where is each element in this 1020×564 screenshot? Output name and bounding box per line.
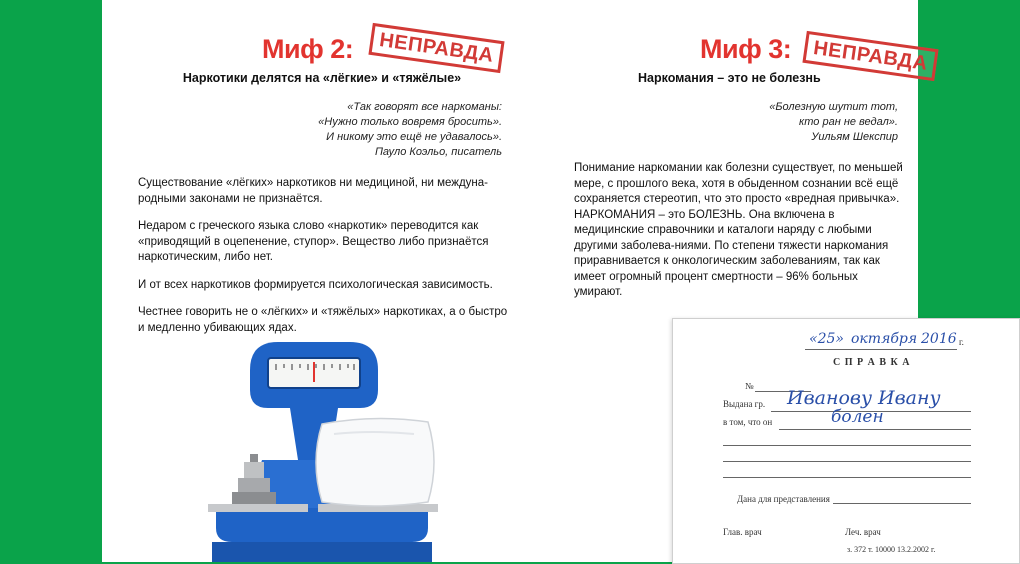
quote-line: «Нужно только вовремя бросить».: [318, 116, 502, 128]
scale-plate-left: [208, 504, 308, 512]
myth-3-section: [522, 0, 964, 562]
scale-base: [216, 508, 428, 542]
cert-blank-line: [723, 477, 971, 478]
cert-blank-line: [723, 461, 971, 462]
scale-foot: [212, 542, 432, 562]
quote-author: Пауло Коэльо, писатель: [374, 146, 502, 158]
paragraph: Честнее говорить не о «лёгких» и «тяжёлых» наркотиках, а о быстро и медленно убивающих ядах.: [138, 306, 508, 334]
myth-2-label: Миф 2:: [262, 34, 354, 64]
cert-number-label: №: [745, 381, 754, 391]
myth-2-subtitle: Наркотики делятся на «лёгкие» и «тяжёлые»: [182, 71, 462, 85]
cert-issued-value: Иванову Ивану: [787, 387, 941, 409]
quote-line: И никому это ещё не удавалось».: [326, 131, 502, 143]
myth-3-body: [574, 161, 906, 313]
quote-author: Уильям Шекспир: [811, 131, 898, 143]
quote-line: «Так говорят все наркоманы:: [347, 101, 502, 113]
myth-2-quote: [262, 100, 502, 160]
myth-3-quote: [698, 100, 898, 145]
myth-2-body: [138, 176, 508, 348]
scale-illustration: [202, 330, 442, 562]
myth-3-label: Миф 3:: [700, 34, 792, 64]
medical-certificate: [672, 318, 1020, 564]
paragraph: Понимание наркомании как болезни существует, по меньшей мере, с прошлого века, хотя в обыденном сознании всё ещё сохраняется стереотип, что это просто «вредная привычка». НАРКОМАНИЯ – это БОЛЕЗНЬ. Она включена в медицинские справочники и каталоги наряду с любыми другими заболева-ниями. По степени тяжести наркомания приравнивается к онкологическим заболеваниям, так как имеет огромный процент смертности – 96% больных умирают.: [574, 162, 903, 298]
cert-that-line: [779, 429, 971, 430]
quote-line: «Болезную шутит тот,: [769, 101, 898, 113]
myth-3-subtitle: Наркомания – это не болезнь: [638, 71, 821, 85]
cert-blank-line: [723, 445, 971, 446]
cert-date-line: [805, 349, 957, 350]
cert-footer-code: з. 372 т. 10000 13.2.2002 г.: [847, 545, 936, 554]
cert-that-value: болен: [831, 407, 884, 427]
quote-line: кто ран не ведал».: [798, 116, 898, 128]
cert-presented-line: [833, 503, 971, 504]
cert-date-day: «25»: [809, 331, 844, 347]
paragraph: Существование «лёгких» наркотиков ни медициной, ни междуна-родными законами не признаётся.: [138, 177, 489, 205]
cert-chief-label: Глав. врач: [723, 527, 762, 537]
myth-2-stamp: НЕПРАВДА: [368, 23, 504, 73]
cert-date-month: октября: [851, 331, 918, 347]
myth-2-section: [102, 0, 522, 562]
cert-presented-label: Дана для представления: [737, 494, 830, 504]
cert-doctor-label: Леч. врач: [845, 527, 881, 537]
paragraph: И от всех наркотиков формируется психологическая зависимость.: [138, 278, 493, 291]
cert-date-year: 2016: [921, 331, 957, 347]
cert-issued-label: Выдана гр.: [723, 399, 766, 409]
cert-that-label: в том, что он: [723, 417, 773, 427]
cert-title: С П Р А В К А: [833, 357, 911, 368]
myth-3-stamp: НЕПРАВДА: [802, 31, 938, 81]
page: [102, 0, 964, 562]
cert-year-suffix: г.: [959, 337, 964, 347]
paragraph: Недаром с греческого языка слово «наркотик» переводится как «приводящий в оцепенение, ступор». Вещество либо признаётся наркотическим, либо нет.: [138, 220, 489, 263]
